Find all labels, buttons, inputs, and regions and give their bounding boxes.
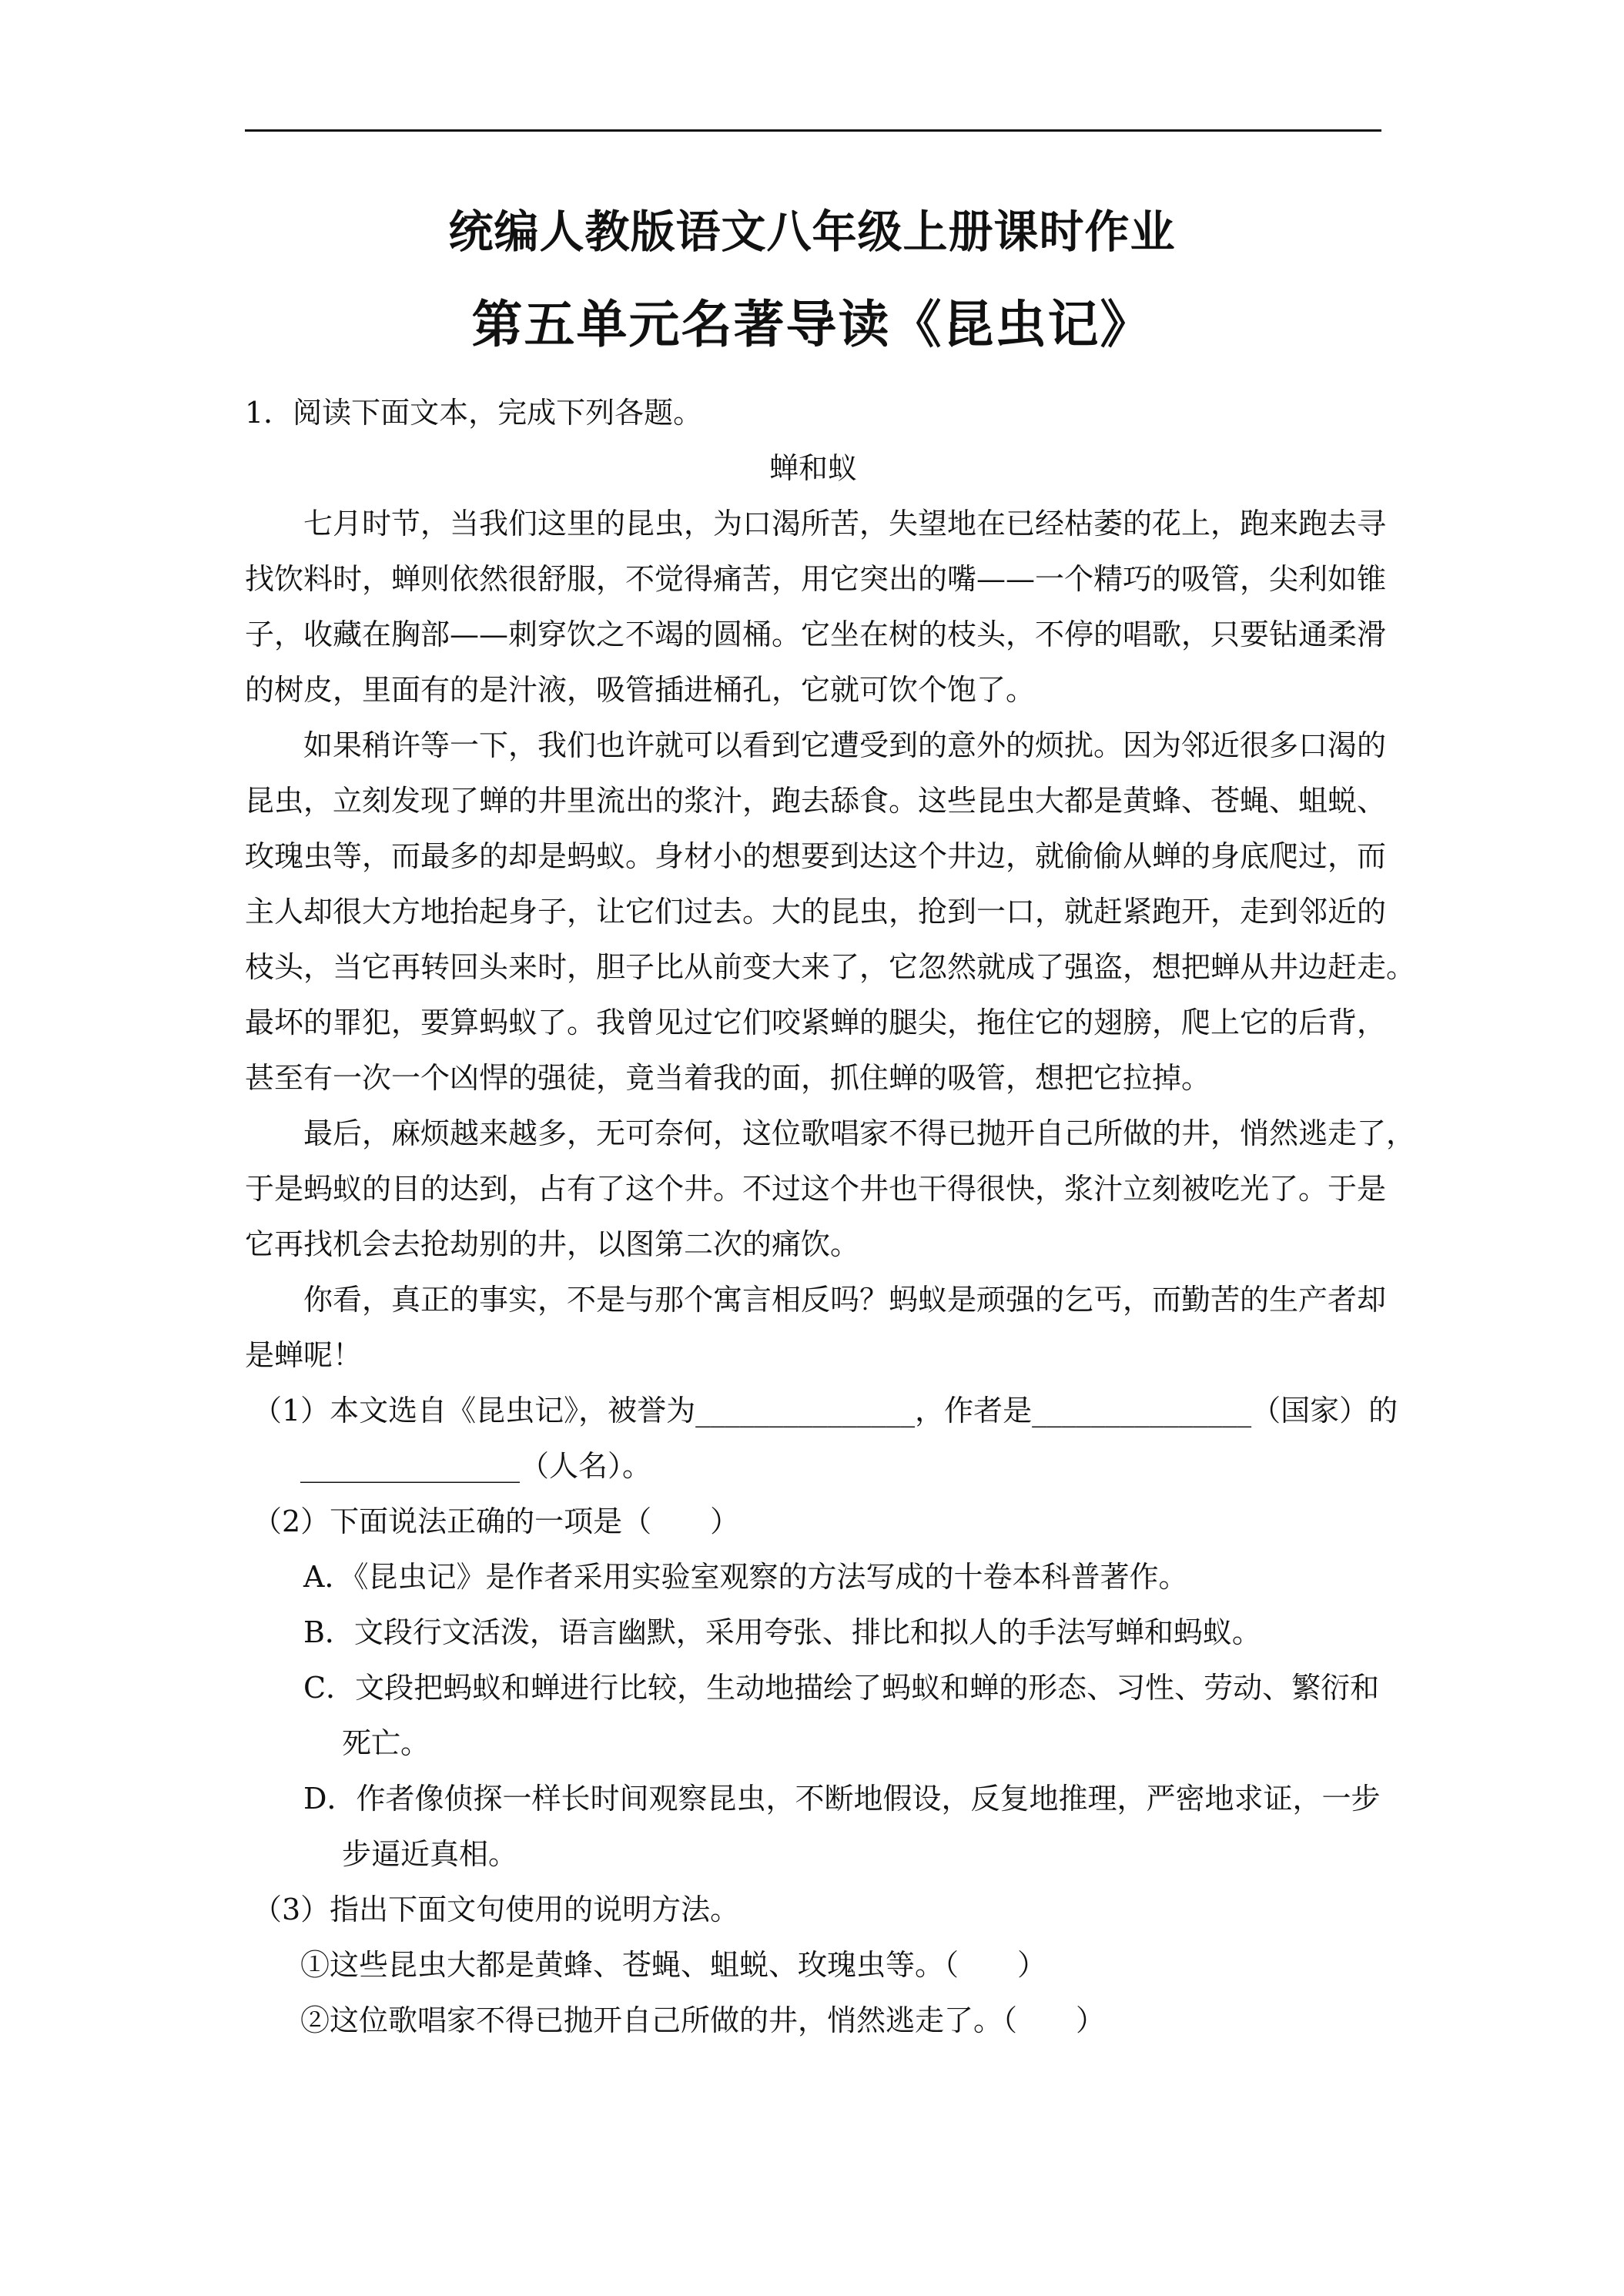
subquestion-3-item-1[interactable]: ①这些昆虫大都是黄蜂、苍蝇、蛆蜕、玫瑰虫等。（ ） <box>300 1948 1047 1982</box>
question-1 <box>245 385 1416 2048</box>
passage-line: 七月时节，当我们这里的昆虫，为口渴所苦，失望地在已经枯萎的花上，跑来跑去寻 <box>303 507 1387 541</box>
passage-line: 昆虫，立刻发现了蝉的井里流出的浆汁，跑去舔食。这些昆虫大都是黄蜂、苍蝇、蛆蜕、 <box>245 784 1387 818</box>
passage-line: 甚至有一次一个凶悍的强徒，竟当着我的面，抓住蝉的吸管，想把它拉掉。 <box>245 1061 1211 1095</box>
passage-line: 最坏的罪犯，要算蚂蚁了。我曾见过它们咬紧蝉的腿尖，拖住它的翅膀，爬上它的后背， <box>245 1006 1387 1039</box>
passage-line: 最后，麻烦越来越多，无可奈何，这位歌唱家不得已抛开自己所做的井，悄然逃走了， <box>303 1116 1416 1150</box>
subquestion-1[interactable]: （1）本文选自《昆虫记》，被誉为_______________，作者是_______________（国家）的 <box>253 1394 1398 1427</box>
question-intro: 1．阅读下面文本，完成下列各题。 <box>245 396 703 430</box>
option-d-continued[interactable]: 步逼近真相。 <box>342 1837 518 1871</box>
passage-line: 枝头，当它再转回头来时，胆子比从前变大来了，它忽然就成了强盗，想把蝉从井边赶走。 <box>245 950 1416 984</box>
passage-line: 的树皮，里面有的是汁液，吸管插进桶孔，它就可饮个饱了。 <box>245 673 1036 707</box>
passage-line: 如果稍许等一下，我们也许就可以看到它遭受到的意外的烦扰。因为邻近很多口渴的 <box>303 728 1387 762</box>
page-subtitle: 第五单元名著导读《昆虫记》 <box>471 294 1153 354</box>
subquestion-2: （2）下面说法正确的一项是（ ） <box>253 1504 740 1538</box>
option-c-continued[interactable]: 死亡。 <box>342 1726 430 1760</box>
passage-title: 蝉和蚁 <box>768 451 857 485</box>
passage-line: 你看，真正的事实，不是与那个寓言相反吗？蚂蚁是顽强的乞丐，而勤苦的生产者却 <box>303 1283 1387 1317</box>
subquestion-1-continued[interactable]: _______________（人名）。 <box>300 1449 652 1483</box>
passage-line: 子，收藏在胸部——刺穿饮之不竭的圆桶。它坐在树的枝头，不停的唱歌，只要钻通柔滑 <box>245 618 1387 651</box>
subquestion-3: （3）指出下面文句使用的说明方法。 <box>253 1893 740 1926</box>
passage-line: 是蝉呢！ <box>245 1338 363 1372</box>
option-d[interactable]: D．作者像侦探一样长时间观察昆虫，不断地假设，反复地推理，严密地求证，一步 <box>303 1782 1381 1816</box>
option-a[interactable]: A．《昆虫记》是作者采用实验室观察的方法写成的十卷本科普著作。 <box>303 1560 1188 1594</box>
option-b[interactable]: B．文段行文活泼，语言幽默，采用夸张、排比和拟人的手法写蝉和蚂蚁。 <box>303 1615 1261 1649</box>
subquestion-3-item-2[interactable]: ②这位歌唱家不得已抛开自己所做的井，悄然逃走了。（ ） <box>300 2003 1106 2037</box>
header-rule <box>245 129 1381 132</box>
passage-line: 它再找机会去抢劫别的井，以图第二次的痛饮。 <box>245 1227 860 1261</box>
passage-line: 于是蚂蚁的目的达到，占有了这个井。不过这个井也干得很快，浆汁立刻被吃光了。于是 <box>245 1172 1387 1206</box>
option-c[interactable]: C．文段把蚂蚁和蝉进行比较，生动地描绘了蚂蚁和蝉的形态、习性、劳动、繁衍和 <box>303 1671 1380 1705</box>
passage-line: 玫瑰虫等，而最多的却是蚂蚁。身材小的想要到达这个井边，就偷偷从蝉的身底爬过，而 <box>245 839 1387 873</box>
passage-line: 找饮料时，蝉则依然很舒服，不觉得痛苦，用它突出的嘴——一个精巧的吸管，尖利如锥 <box>245 562 1387 596</box>
passage-line: 主人却很大方地抬起身子，让它们过去。大的昆虫，抢到一口，就赶紧跑开，走到邻近的 <box>245 895 1387 929</box>
page-title: 统编人教版语文八年级上册课时作业 <box>448 206 1176 258</box>
